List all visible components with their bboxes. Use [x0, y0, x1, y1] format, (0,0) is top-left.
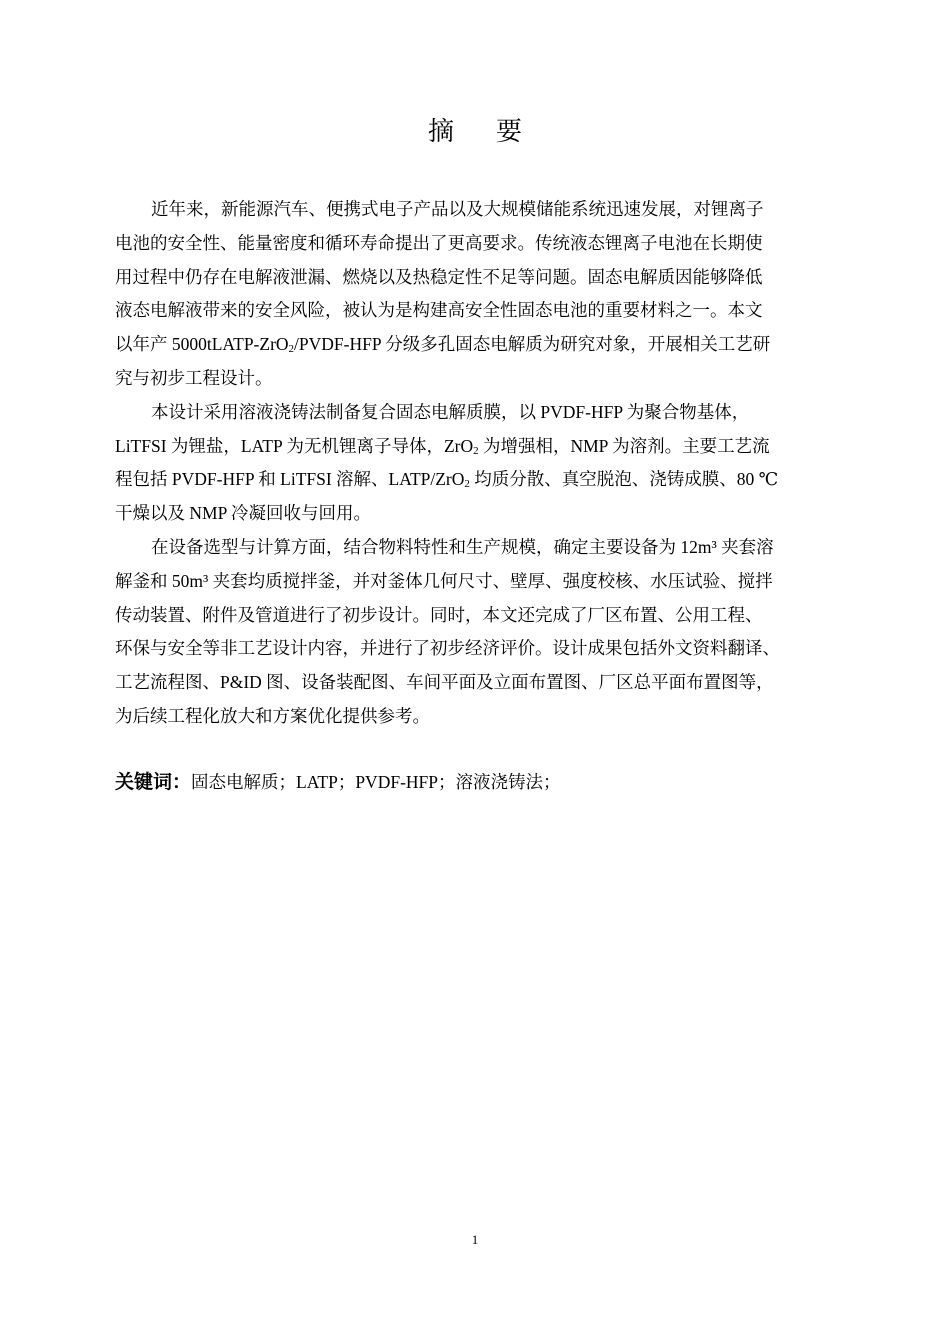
paragraph-3-line-5: 工艺流程图、P&ID 图、设备装配图、车间平面及立面布置图、厂区总平面布置图等，: [115, 672, 774, 693]
paragraph-2: [115, 396, 840, 531]
paragraph-1-line-5: [115, 328, 840, 362]
paragraph-2-line-3-part-a: 程包括 PVDF-HFP 和 LiTFSI 溶解、LATP/ZrO: [115, 469, 465, 490]
keywords-line: [115, 765, 561, 799]
paragraph-1-line-4: 液态电解液带来的安全风险，被认为是构建高安全性固态电池的重要材料之一。本文: [115, 300, 763, 321]
subscript-2: 2: [473, 444, 479, 457]
paragraph-2-line-3-part-b: 均质分散、真空脱泡、浇铸成膜、80 ℃: [469, 469, 779, 490]
paragraph-1: [115, 193, 840, 396]
paragraph-1-line-2: 电池的安全性、能量密度和循环寿命提出了更高要求。传统液态锂离子电池在长期使: [115, 232, 763, 253]
abstract-title-char-2: 要: [496, 117, 523, 147]
paragraph-2-line-4: 干燥以及 NMP 冷凝回收与回用。: [115, 503, 372, 524]
paragraph-1-line-6: 究与初步工程设计。: [115, 367, 273, 388]
paragraph-3-line-1: 在设备选型与计算方面，结合物料特性和生产规模，确定主要设备为 12m³ 夹套溶: [151, 536, 774, 557]
paragraph-3: [115, 531, 840, 734]
abstract-title-char-1: 摘: [427, 117, 454, 147]
keywords-label: 关键词：: [115, 771, 192, 793]
abstract-body: [115, 193, 840, 734]
paragraph-2-line-2: [115, 430, 840, 464]
paragraph-1-line-3: 用过程中仍存在电解液泄漏、燃烧以及热稳定性不足等问题。固态电解质因能够降低: [115, 266, 763, 287]
subscript-2: 2: [464, 478, 470, 491]
keywords-value: 固态电解质；LATP；PVDF-HFP；溶液浇铸法；: [191, 772, 561, 792]
paragraph-1-line-1: 近年来，新能源汽车、便携式电子产品以及大规模储能系统迅速发展，对锂离子: [151, 199, 764, 219]
paragraph-3-line-2: 解釜和 50m³ 夹套均质搅拌釜，并对釜体几何尺寸、壁厚、强度校核、水压试验、搅拌: [115, 570, 773, 591]
page-number: 1: [471, 1232, 479, 1247]
paragraph-3-line-6: 为后续工程化放大和方案优化提供参考。: [115, 705, 430, 726]
abstract-title: [0, 112, 950, 152]
paragraph-1-line-5-part-b: /PVDF-HFP 分级多孔固态电解质为研究对象，开展相关工艺研: [294, 334, 771, 355]
paragraph-2-line-2-part-b: 为增强相，NMP 为溶剂。主要工艺流: [478, 435, 770, 456]
paragraph-2-line-1: 本设计采用溶液浇铸法制备复合固态电解质膜，以 PVDF-HFP 为聚合物基体，: [151, 401, 750, 422]
paragraph-2-line-3: [115, 463, 840, 497]
paragraph-1-line-5-part-a: 以年产 5000tLATP-ZrO: [115, 334, 289, 355]
paragraph-2-line-2-part-a: LiTFSI 为锂盐，LATP 为无机锂离子导体，ZrO: [115, 435, 474, 456]
paragraph-3-line-3: 传动装置、附件及管道进行了初步设计。同时，本文还完成了厂区布置、公用工程、: [115, 604, 763, 625]
subscript-2: 2: [288, 343, 295, 356]
paragraph-3-line-4: 环保与安全等非工艺设计内容，并进行了初步经济评价。设计成果包括外文资料翻译、: [115, 638, 780, 659]
